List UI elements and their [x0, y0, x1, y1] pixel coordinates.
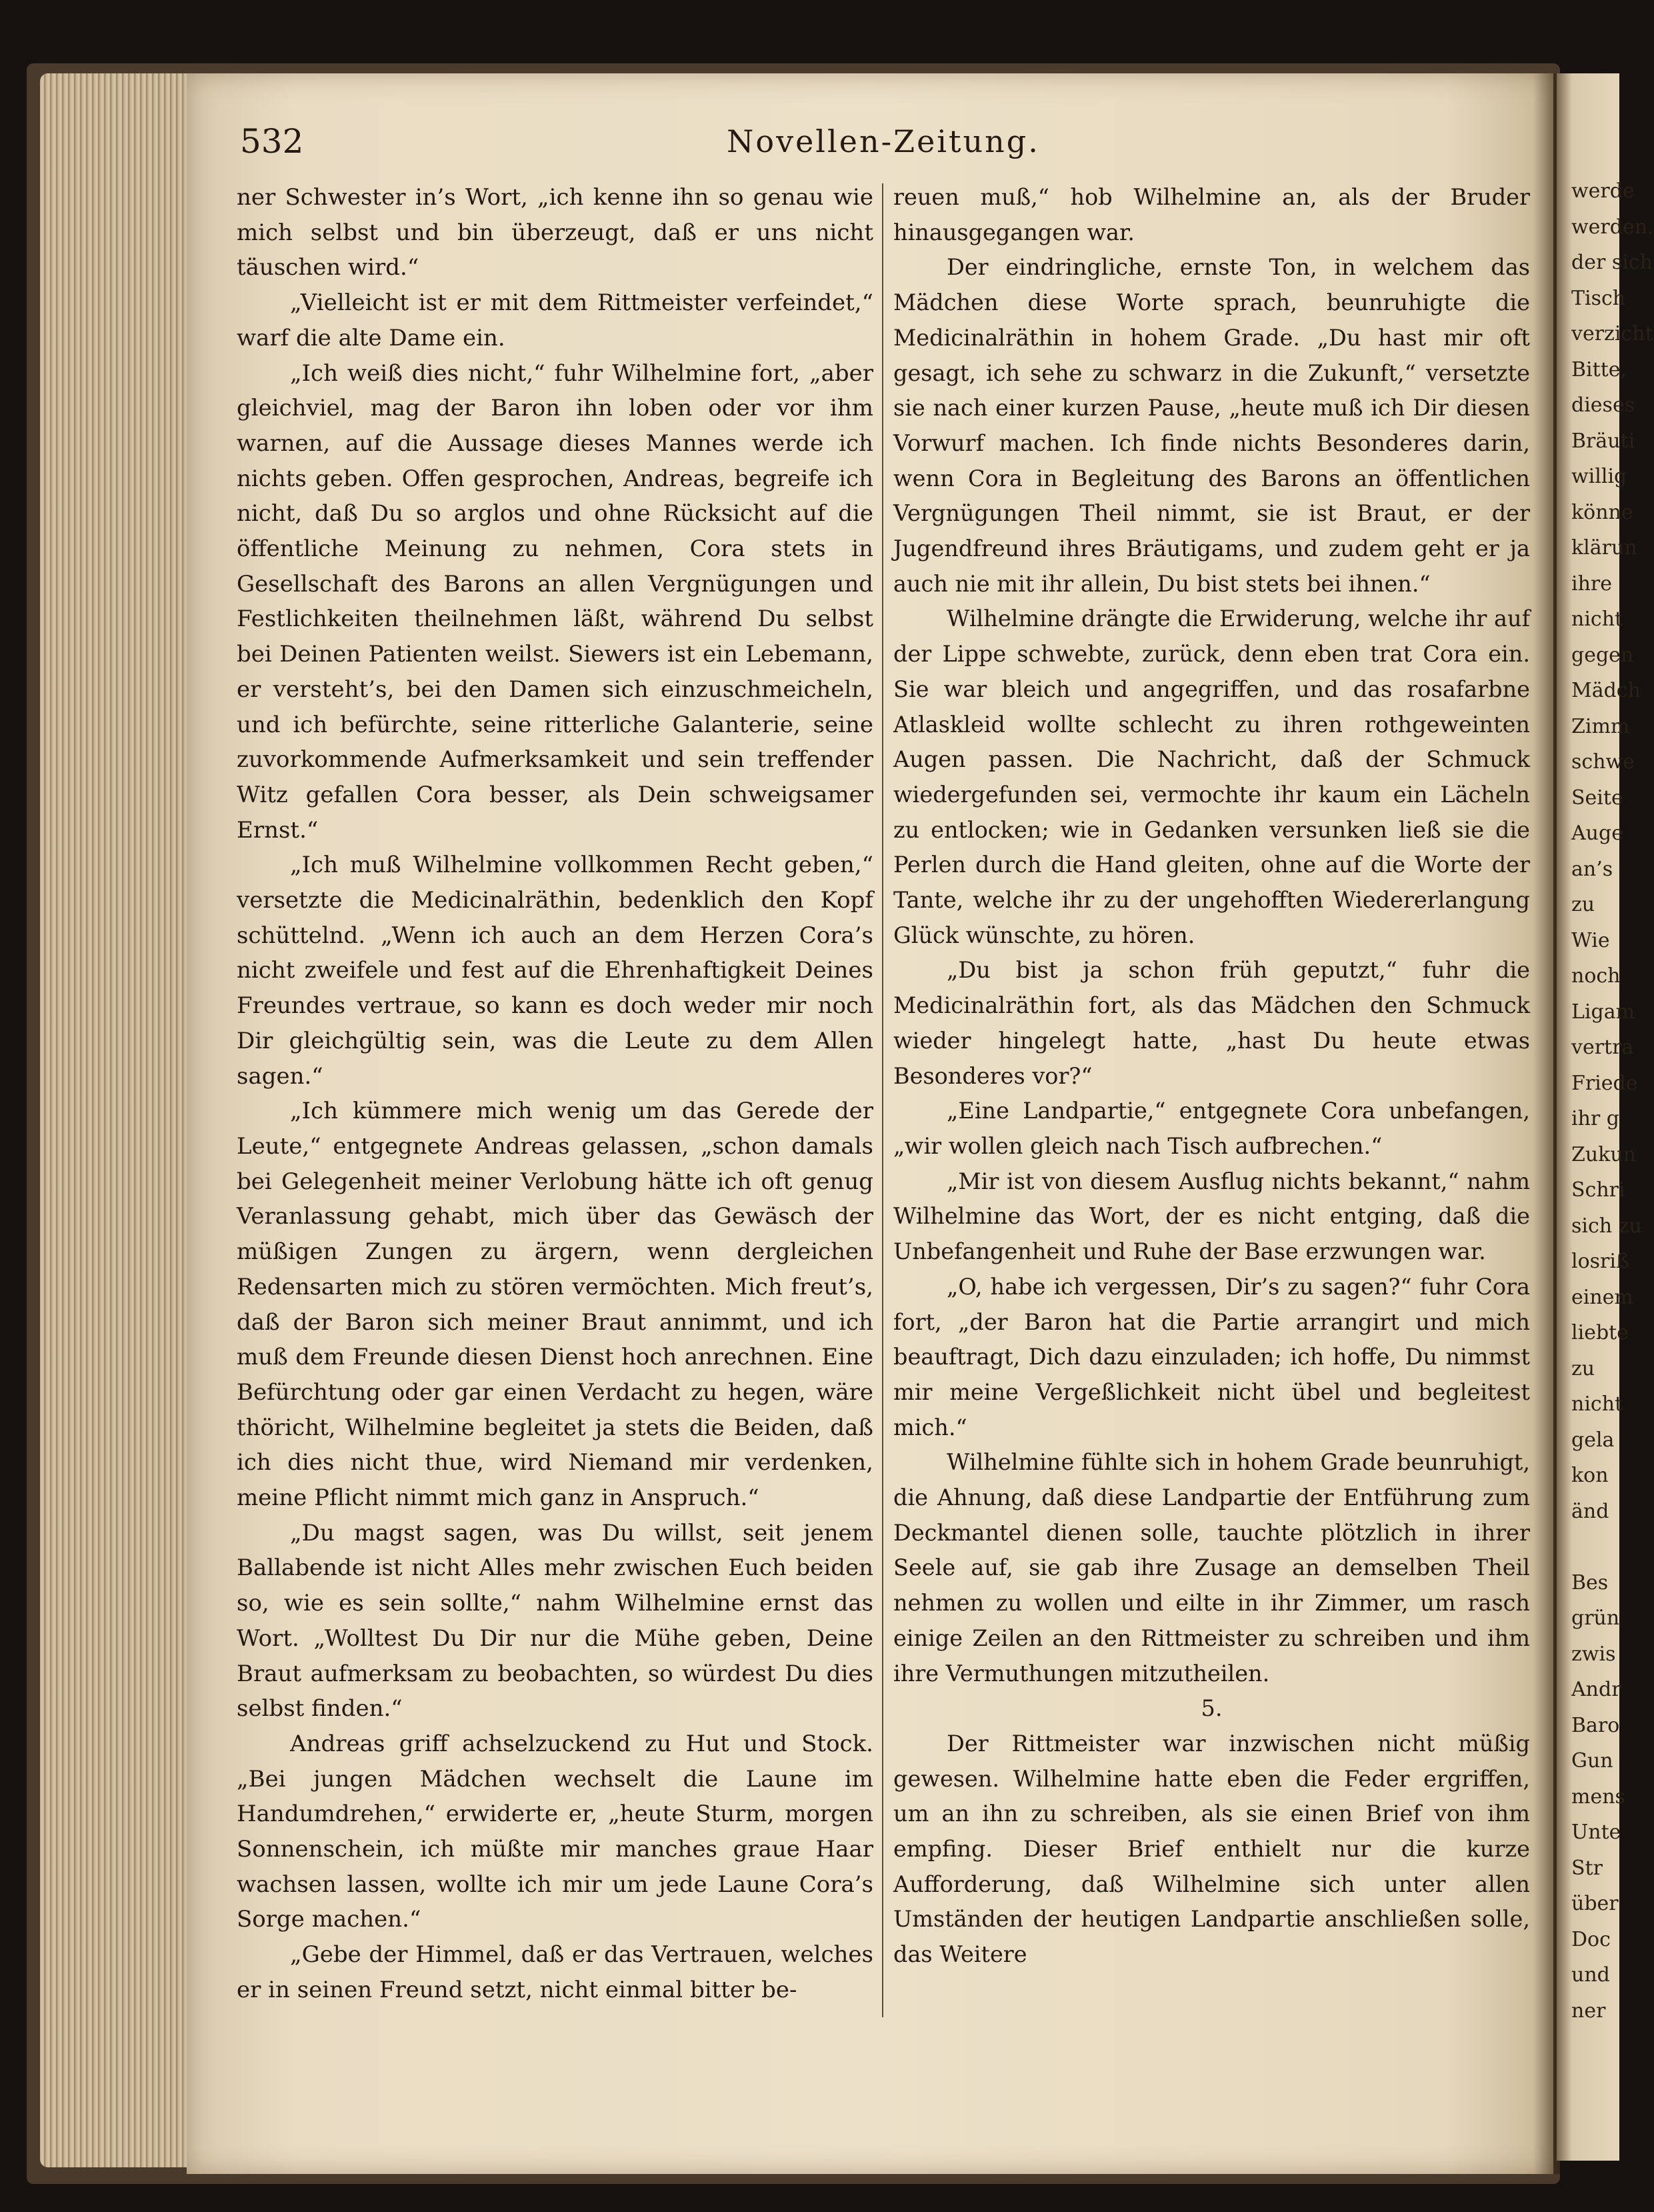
facing-page-line: Andr — [1571, 1678, 1621, 1701]
facing-page-line: Baro — [1571, 1713, 1620, 1737]
paragraph: Wilhelmine drängte die Erwiderung, welche ihr auf der Lippe schwebte, zurück, denn eben trat Cora ein. Sie war bleich und angegriffen, und das rosafarbne Atlaskleid wollte schlecht zu ihren rothgeweinten Augen passen. Die Nachricht, daß der Schmuck wiedergefunden sei, vermochte ihr kaum ein Lächeln zu entlocken; wie in Gedanken versunken ließ sie die Perlen durch die Hand gleiten, ohne auf die Worte der Tante, welche ihr zu der ungehofften Wiedererlangung Glück wünschte, zu hören. — [893, 606, 1530, 948]
facing-page-line: Gun — [1571, 1749, 1613, 1773]
paragraph: Der eindringliche, ernste Ton, in welchem das Mädchen diese Worte sprach, beunruhigte die Medicinalräthin in hohem Grade. „Du hast mir oft gesagt, ich sehe zu schwarz in die Zukunft,“ versetzte sie nach einer kurzen Pause, „heute muß ich Dir diesen Vorwurf machen. Ich finde nichts Besonderes darin, wenn Cora in Begleitung des Barons an öffentlichen Vergnügungen Theil nimmt, sie ist Braut, er der Jugendfreund ihres Bräutigams, und zudem geht er ja auch nie mit ihr allein, Du bist stets bei ihnen.“ — [893, 254, 1530, 597]
facing-page-line: Zimm — [1571, 714, 1630, 738]
facing-page-line: zu — [1571, 893, 1595, 916]
facing-page-line: sich zu — [1571, 1214, 1642, 1238]
paragraph: „Gebe der Himmel, daß er das Vertrauen, welches er in seinen Freund setzt, nicht einmal bitter be- — [237, 1941, 873, 2003]
facing-page-line: Unte — [1571, 1821, 1621, 1844]
facing-page-line: vertra — [1571, 1036, 1634, 1059]
paragraph: „Ich kümmere mich wenig um das Gerede der Leute,“ entgegnete Andreas gelassen, „schon damals bei Gelegenheit meiner Verlobung hätte ich oft genug Veranlassung gehabt, mich über das Gewäsch der müßigen Zungen zu ärgern, wenn dergleichen Redensarten mich zu stören vermöchten. Mich freut’s, daß der Baron sich meiner Braut annimmt, und ich muß dem Freunde diesen Dienst hoch anrechnen. Eine Befürchtung oder gar einen Verdacht zu hegen, wäre thöricht, Wilhelmine begleitet ja stets die Beiden, daß ich dies nicht thue, wird Niemand mir verdenken, meine Pflicht nimmt mich ganz in Anspruch.“ — [237, 1098, 873, 1512]
facing-page-line: zwis — [1571, 1642, 1616, 1666]
facing-page-line: Ligam — [1571, 1000, 1635, 1024]
facing-page-line: über — [1571, 1892, 1619, 1915]
facing-page-line: dieses — [1571, 393, 1635, 417]
page-edges-left — [40, 73, 200, 2167]
facing-page-line: nicht — [1571, 608, 1623, 631]
facing-page-line: Auge — [1571, 822, 1623, 845]
facing-page-line: noch — [1571, 964, 1621, 988]
facing-page-line: werde — [1571, 179, 1635, 203]
facing-page-line: losriß — [1571, 1250, 1630, 1273]
facing-page-line: Mädch — [1571, 679, 1641, 702]
paragraph: „Mir ist von diesem Ausflug nichts bekannt,“ nahm Wilhelmine das Wort, der es nicht entging, daß die Unbefangenheit und Ruhe der Base erzwungen war. — [893, 1168, 1530, 1265]
section-number: 5. — [1201, 1695, 1223, 1722]
facing-page-line: an’s — [1571, 857, 1613, 881]
facing-page-text — [1557, 73, 1654, 2029]
facing-page-line: gegen — [1571, 643, 1634, 667]
facing-page-line: nicht — [1571, 1392, 1623, 1416]
facing-page-line: der sich — [1571, 251, 1653, 274]
facing-page-line: und — [1571, 1963, 1610, 1987]
facing-page-line: Str — [1571, 1856, 1603, 1880]
facing-page-line: Doc — [1571, 1927, 1611, 1951]
facing-page-line: Schri — [1571, 1178, 1625, 1202]
facing-page-line: Wie — [1571, 928, 1610, 952]
facing-page-line: werden. — [1571, 215, 1654, 239]
facing-page-line: Bes — [1571, 1570, 1609, 1594]
facing-page-line: willig — [1571, 465, 1627, 488]
left-column — [237, 180, 873, 2034]
facing-page-line — [1571, 1529, 1619, 1565]
paragraph: Der Rittmeister war inzwischen nicht müßig gewesen. Wilhelmine hatte eben die Feder ergriffen, um an ihn zu schreiben, als sie einen Brief von ihm empfing. Dieser Brief enthielt nur die kurze Aufforderung, daß Wilhelmine sich unter allen Umständen der heutigen Landpartie anschließen solle, das Weitere — [893, 1730, 1530, 1968]
facing-page-line: klärun — [1571, 536, 1637, 560]
facing-page-line: zu — [1571, 1356, 1595, 1380]
column-rule — [882, 183, 883, 2017]
facing-page-line: liebte — [1571, 1321, 1629, 1344]
facing-page-line: Seite — [1571, 786, 1623, 810]
running-head — [233, 117, 1533, 170]
facing-page-line: einem — [1571, 1285, 1633, 1309]
facing-page-line: mens — [1571, 1785, 1625, 1809]
right-column — [893, 180, 1530, 2034]
paragraph: „Du bist ja schon früh geputzt,“ fuhr die Medicinalräthin fort, als das Mädchen den Schmuck wieder hingelegt hatte, „hast Du heute etwas Besonderes vor?“ — [893, 957, 1530, 1089]
facing-page-line: schwe — [1571, 750, 1635, 774]
facing-page-line: Bräuti — [1571, 429, 1635, 453]
paragraph: „Eine Landpartie,“ entgegnete Cora unbefangen, „wir wollen gleich nach Tisch aufbrechen.“ — [893, 1098, 1530, 1159]
facing-page-line: Zukun — [1571, 1142, 1636, 1166]
facing-page-line: ihre — [1571, 572, 1613, 596]
paragraph: „Ich muß Wilhelmine vollkommen Recht geben,“ versetzte die Medicinalräthin, bedenklich den Kopf schüttelnd. „Wenn ich auch an dem Herzen Cora’s nicht zweifele und fest auf die Ehrenhaftigkeit Deines Freundes vertraue, so kann es doch weder mir noch Dir gleichgültig sein, was die Leute zu dem Allen sagen.“ — [237, 852, 873, 1090]
facing-page-fragment — [1557, 73, 1654, 2161]
facing-page-line: kon — [1571, 1464, 1609, 1487]
facing-page-line: Friede — [1571, 1071, 1638, 1095]
facing-page-line: grün — [1571, 1606, 1620, 1630]
facing-page-line: verzicht — [1571, 322, 1653, 345]
facing-page-line: ner — [1571, 1999, 1606, 2023]
paragraph: Andreas griff achselzuckend zu Hut und Stock. „Bei jungen Mädchen wechselt die Laune im Handumdrehen,“ erwiderte er, „heute Sturm, morgen Sonnenschein, ich müßte mir manches graue Haar wachsen lassen, wollte ich mir um jede Laune Cora’s Sorge machen.“ — [237, 1730, 873, 1933]
facing-page-line: Tisch — [1571, 286, 1626, 310]
paragraph: reuen muß,“ hob Wilhelmine an, als der Bruder hinausgegangen war. — [893, 184, 1530, 245]
paragraph: „Ich weiß dies nicht,“ fuhr Wilhelmine fort, „aber gleichviel, mag der Baron ihn loben oder vor ihm warnen, auf die Aussage dieses Mannes werde ich nichts geben. Offen gesprochen, Andreas, begreife ich nicht, daß Du so arglos und ohne Rücksicht auf die öffentliche Meinung zu nehmen, Cora stets in Gesellschaft des Barons an allen Vergnügungen und Festlichkeiten theilnehmen läßt, während Du selbst bei Deinen Patienten weilst. Siewers ist ein Lebemann, er versteht’s, bei den Damen sich einzuschmeicheln, und ich befürchte, seine ritterliche Galanterie, seine zuvorkommende Aufmerksamkeit und sein treffender Witz gefallen Cora besser, als Dein schweigsamer Ernst.“ — [237, 359, 873, 844]
page-number: 532 — [240, 122, 304, 161]
paragraph: „Du magst sagen, was Du willst, seit jenem Ballabende ist nicht Alles mehr zwischen Euch beiden so, wie es sein sollte,“ nahm Wilhelmine ernst das Wort. „Wolltest Du Dir nur die Mühe geben, Deine Braut aufmerksam zu beobachten, so würdest Du dies selbst finden.“ — [237, 1519, 873, 1723]
paragraph: Wilhelmine fühlte sich in hohem Grade beunruhigt, die Ahnung, daß diese Landpartie der Entführung zum Deckmantel dienen solle, tauchte plötzlich in ihrer Seele auf, sie gab ihre Zusage an demselben Theil nehmen zu wollen und eilte in ihr Zimmer, um rasch einige Zeilen an den Rittmeister zu schreiben und ihm ihre Vermuthungen mitzutheilen. — [893, 1449, 1530, 1687]
facing-page-line: änd — [1571, 1499, 1609, 1523]
facing-page-line: ihr g — [1571, 1107, 1619, 1130]
facing-page-line: gela — [1571, 1428, 1615, 1452]
paragraph: ner Schwester in’s Wort, „ich kenne ihn so genau wie mich selbst und bin überzeugt, daß er uns nicht täuschen wird.“ — [237, 184, 873, 281]
paragraph: „O, habe ich vergessen, Dir’s zu sagen?“ fuhr Cora fort, „der Baron hat die Partie arrangirt und mich beauftragt, Dich dazu einzuladen; ich hoffe, Du nimmst mir meine Vergeßlichkeit nicht übel und begleitest mich.“ — [893, 1273, 1530, 1440]
facing-page-line: Bitte, — [1571, 357, 1627, 381]
facing-page-line: könne — [1571, 500, 1633, 524]
gutter-shadow — [1533, 73, 1560, 2174]
paragraph: „Vielleicht ist er mit dem Rittmeister verfeindet,“ warf die alte Dame ein. — [237, 289, 873, 351]
journal-title: Novellen-Zeitung. — [727, 123, 1040, 159]
